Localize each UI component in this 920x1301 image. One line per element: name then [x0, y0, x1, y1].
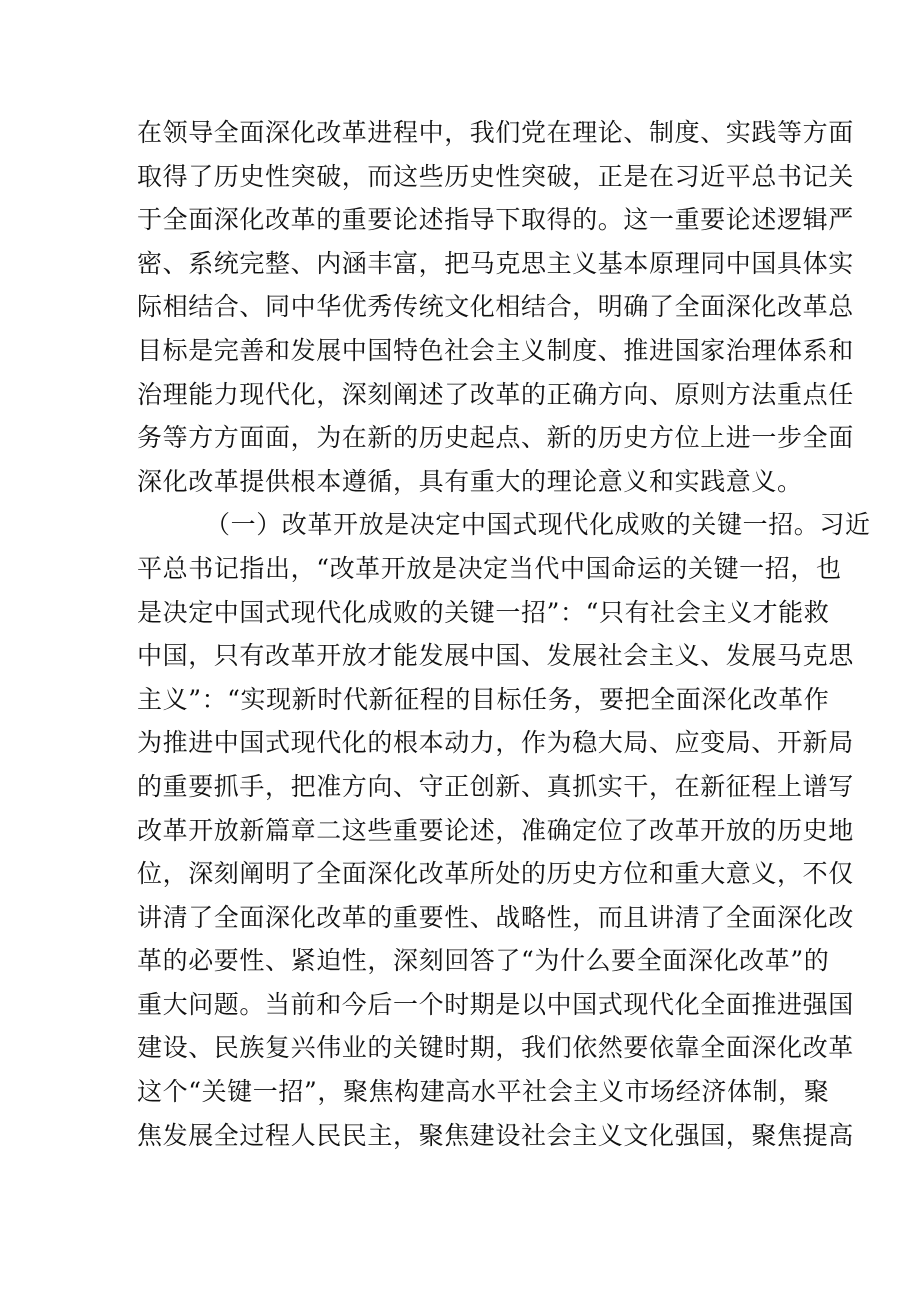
text-line: 为推进中国式现代化的根本动力，作为稳大局、应变局、开新局 — [137, 728, 854, 758]
paragraph-section-1 — [137, 503, 871, 1157]
document-body — [137, 111, 871, 1157]
text-line: 务等方方面面，为在新的历史起点、新的历史方位上进一步全面 — [137, 423, 854, 453]
text-line: 深化改革提供根本遵循，具有重大的理论意义和实践意义。 — [137, 466, 803, 496]
text-line: 改革开放新篇章二这些重要论述，准确定位了改革开放的历史地 — [137, 815, 854, 845]
text-line: 重大问题。当前和今后一个时期是以中国式现代化全面推进强国 — [137, 989, 854, 1019]
paragraph-intro — [137, 111, 854, 503]
text-line: 是决定中国式现代化成败的关键一招”：“只有社会主义才能救 — [137, 597, 830, 627]
text-line: 建设、民族复兴伟业的关键时期，我们依然要依靠全面深化改革 — [137, 1033, 854, 1063]
text-line: 际相结合、同中华优秀传统文化相结合，明确了全面深化改革总 — [137, 292, 854, 322]
text-line: 讲清了全面深化改革的重要性、战略性，而且讲清了全面深化改 — [137, 902, 854, 932]
text-line: 目标是完善和发展中国特色社会主义制度、推进国家治理体系和 — [137, 335, 854, 365]
text-line: 取得了历史性突破，而这些历史性突破，正是在习近平总书记关 — [137, 161, 854, 191]
text-line: 这个“关键一招”，聚焦构建高水平社会主义市场经济体制，聚 — [137, 1077, 830, 1107]
text-line: 的重要抓手，把准方向、守正创新、真抓实干，在新征程上谱写 — [137, 771, 854, 801]
text-line: 平总书记指出，“改革开放是决定当代中国命运的关键一招，也 — [137, 553, 842, 583]
text-line: 位，深刻阐明了全面深化改革所处的历史方位和重大意义，不仅 — [137, 859, 854, 889]
text-line: 密、系统完整、内涵丰富，把马克思主义基本原理同中国具体实 — [137, 248, 854, 278]
text-line: 中国，只有改革开放才能发展中国、发展社会主义、发展马克思 — [137, 641, 854, 671]
text-line: 治理能力现代化，深刻阐述了改革的正确方向、原则方法重点任 — [137, 379, 854, 409]
section-heading-line: （一）改革开放是决定中国式现代化成败的关键一招。习近 — [205, 510, 871, 540]
text-line: 于全面深化改革的重要论述指导下取得的。这一重要论述逻辑严 — [137, 205, 854, 235]
text-line: 革的必要性、紧迫性，深刻回答了“为什么要全面深化改革”的 — [137, 946, 830, 976]
text-line: 主义”：“实现新时代新征程的目标任务，要把全面深化改革作 — [137, 684, 830, 714]
text-line: 在领导全面深化改革进程中，我们党在理论、制度、实践等方面 — [137, 118, 854, 147]
text-line: 焦发展全过程人民民主，聚焦建设社会主义文化强国，聚焦提高 — [137, 1120, 854, 1150]
